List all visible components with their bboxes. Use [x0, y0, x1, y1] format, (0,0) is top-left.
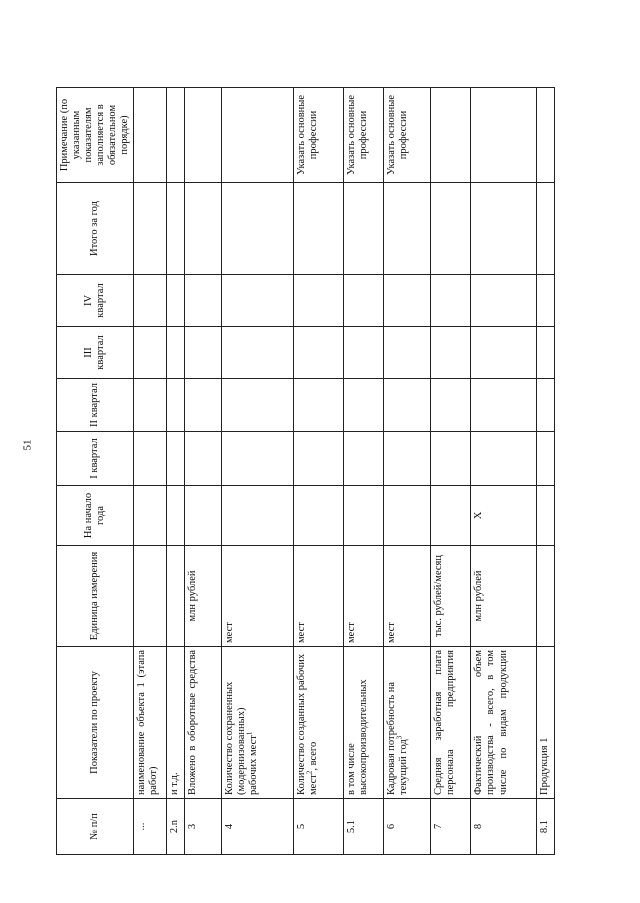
row-unit: мест — [383, 546, 431, 647]
row-num: 8 — [471, 799, 537, 855]
row-unit: тыс. рублей/месяц — [431, 546, 471, 647]
row-unit: млн рублей — [185, 546, 222, 647]
header-q3: III квартал — [57, 327, 134, 379]
row-indicator: Количество сохраненных (модернизованных) рабочих мест$^1$ — [222, 647, 294, 799]
header-q1: I квартал — [57, 432, 134, 486]
table-row — [222, 88, 294, 855]
row-num: 2.n — [167, 799, 185, 855]
header-indicator: Показатели по проекту — [57, 647, 134, 799]
header-total: Итого за год — [57, 183, 134, 275]
row-num: 3 — [185, 799, 222, 855]
row-indicator: Фактический объем производства - всего, в том числе по видам продукции — [471, 647, 537, 799]
table-row — [293, 88, 343, 855]
row-num: 8.1 — [536, 799, 554, 855]
table-row — [134, 88, 167, 855]
row-num: 7 — [431, 799, 471, 855]
header-note: Примечание (по указанным показателям заполняется в обязательном порядке) — [57, 88, 134, 183]
header-q4: IV квартал — [57, 275, 134, 327]
row-indicator: Кадровая потребность на текущий год$^3$ — [383, 647, 431, 799]
table-row — [343, 88, 383, 855]
header-start: На начало года — [57, 486, 134, 546]
row-num: 5.1 — [343, 799, 383, 855]
page-number: 51 — [21, 439, 34, 451]
header-unit: Единица измерения — [57, 546, 134, 647]
row-num: 4 — [222, 799, 294, 855]
table-row — [167, 88, 185, 855]
header-q2: II квартал — [57, 379, 134, 432]
rotated-table-area — [56, 88, 555, 855]
header-num: № п/п — [57, 799, 134, 855]
table-row — [185, 88, 222, 855]
table-row — [471, 88, 537, 855]
row-num: 6 — [383, 799, 431, 855]
row-indicator: Количество созданных рабочих мест$^2$, всего — [293, 647, 343, 799]
row-indicator: Продукция 1 — [536, 647, 554, 799]
row-indicator: и т.д. — [167, 647, 185, 799]
table-row — [536, 88, 554, 855]
row-indicator: Вложено в оборотные средства — [185, 647, 222, 799]
row-unit: мест — [343, 546, 383, 647]
row-unit: мест — [293, 546, 343, 647]
row-num: 5 — [293, 799, 343, 855]
row-note: Указать основные профессии — [383, 88, 431, 183]
row-indicator: наименование объекта 1 (этапа работ) — [134, 647, 167, 799]
row-indicator: Средняя заработная плата персонала предприятия — [431, 647, 471, 799]
row-unit: млн рублей — [471, 546, 537, 647]
row-unit: мест — [222, 546, 294, 647]
row-note: Указать основные профессии — [343, 88, 383, 183]
header-row — [57, 88, 134, 855]
row-indicator: в том числе высокопроизводительных — [343, 647, 383, 799]
table-row — [383, 88, 431, 855]
row-start-value: X — [471, 486, 537, 546]
project-indicators-table — [56, 87, 555, 855]
row-num: ... — [134, 799, 167, 855]
row-note: Указать основные профессии — [293, 88, 343, 183]
table-row — [431, 88, 471, 855]
